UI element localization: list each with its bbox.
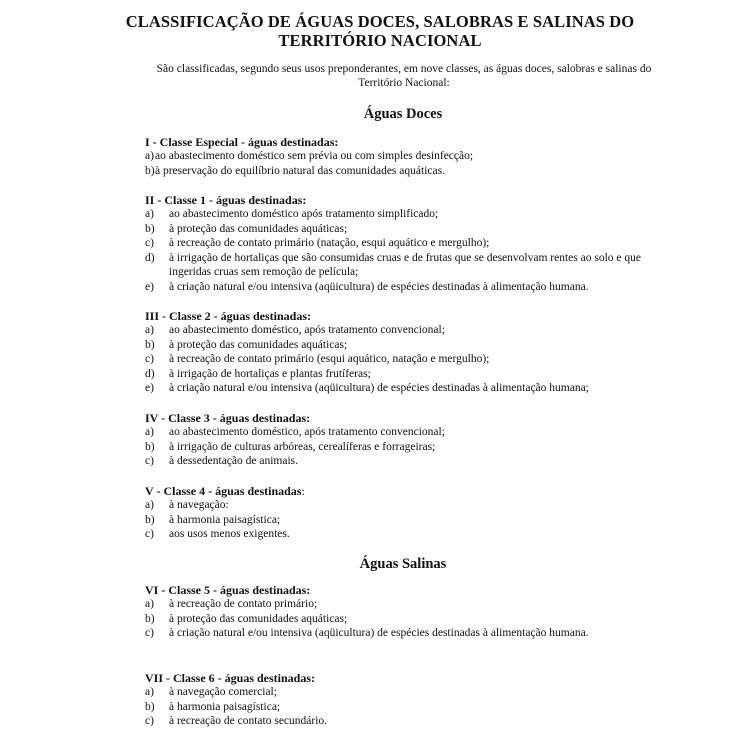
item-marker: d) [145,367,155,380]
list-item [145,714,685,729]
list-item [145,352,685,367]
list-item [145,164,685,179]
class-block-classe-6 [145,671,685,729]
list-item [145,251,685,280]
list-item [145,149,685,164]
list-item [145,527,685,542]
item-marker: a) [145,150,154,162]
class-block-classe-2 [145,309,685,396]
class-heading: II - Classe 1 - águas destinadas: [145,193,307,207]
class-heading: VII - Classe 6 - águas destinadas: [145,671,316,685]
item-marker: c) [145,715,154,727]
list-item [145,626,685,641]
item-marker: c) [145,627,154,639]
item-marker: e) [145,382,154,394]
class-heading: VI - Classe 5 - águas destinadas: [145,583,311,597]
class-heading-bold: V - Classe 4 - águas destinadas [145,484,302,498]
item-text: à navegação comercial; [169,686,277,698]
item-text: à criação natural e/ou intensiva (aqüicultura) de espécies destinadas à alimentação humana. [169,280,589,293]
item-text: à proteção das comunidades aquáticas; [169,222,348,235]
item-text: à irrigação de hortaliças e plantas frutíferas; [169,367,371,380]
list-item [145,367,685,382]
item-marker: b) [145,700,155,713]
class-block-classe-5 [145,583,685,641]
item-marker: b) [145,440,155,453]
list-item [145,280,685,295]
list-item [145,440,685,455]
item-text: à proteção das comunidades aquáticas; [169,338,348,351]
item-text: à irrigação de culturas arbóreas, cerealíferas e forrageiras; [169,440,436,453]
item-marker: a) [145,686,154,698]
class-heading: III - Classe 2 - águas destinadas: [145,309,312,323]
item-marker: a) [145,208,154,220]
item-text: à preservação do equilíbrio natural das comunidades aquáticas. [155,164,445,177]
list-item [145,700,685,715]
item-marker: c) [145,528,154,540]
item-marker: b) [145,222,155,235]
class-block-classe-4 [145,484,685,542]
list-item [145,612,685,627]
section-heading-aguas-salinas: Águas Salinas [359,556,447,572]
list-item [145,685,685,700]
list-item [145,236,685,251]
item-marker: a) [145,598,154,610]
list-item [145,222,685,237]
item-marker: a) [145,499,154,511]
list-item [145,454,685,469]
item-text: à criação natural e/ou intensiva (aqüicultura) de espécies destinadas à alimentação humana. [169,627,589,639]
list-item [145,425,685,440]
class-heading-colon: : [301,484,305,498]
item-marker: c) [145,455,154,467]
item-text: à dessedentação de animais. [169,455,298,467]
section-heading-aguas-doces: Águas Doces [363,106,443,122]
item-text: à recreação de contato secundário. [169,715,328,727]
item-marker: e) [145,280,154,293]
item-text: ao abastecimento doméstico sem prévia ou com simples desinfecção; [155,150,474,162]
list-item [145,498,685,513]
class-block-classe-3 [145,411,685,469]
item-text: à navegação: [169,499,229,511]
item-marker: a) [145,324,154,336]
list-item [145,513,685,528]
list-item [145,381,685,396]
list-item [145,207,685,222]
item-text: ao abastecimento doméstico após tratamento simplificado; [169,208,439,220]
item-marker: b) [145,338,155,351]
title-line-2: TERRITÓRIO NACIONAL [278,31,482,50]
item-marker: a) [145,426,154,438]
item-marker: d) [145,251,155,264]
intro-line-1: São classificadas, segundo seus usos preponderantes, em nove classes, as águas doces, salobras e salinas do [156,63,652,75]
intro-line-2: Território Nacional: [358,77,450,89]
title-line-1: CLASSIFICAÇÃO DE ÁGUAS DOCES, SALOBRAS E SALINAS DO [125,12,635,31]
item-text: à recreação de contato primário; [169,598,318,610]
item-text: à recreação de contato primário (esqui aquático, natação e mergulho); [169,353,490,365]
item-marker: b) [145,513,155,526]
item-marker: b) [145,612,155,625]
item-text: à irrigação de hortaliças que são consumidas cruas e de frutas que se desenvolvam rentes ao solo e que ingeridas cruas sem remoção de película; [169,251,641,278]
item-text: à harmonia paisagística; [169,700,281,713]
item-text: ao abastecimento doméstico, após tratamento convencional; [169,426,445,438]
class-heading: IV - Classe 3 - águas destinadas: [145,411,311,425]
item-text: à criação natural e/ou intensiva (aqüicultura) de espécies destinadas à alimentação humana; [169,382,589,394]
intro-paragraph [140,62,668,90]
class-heading [145,484,685,498]
class-block-classe-1 [145,193,685,294]
item-text: à recreação de contato primário (natação, esqui aquático e mergulho); [169,237,490,249]
list-item [145,323,685,338]
list-item [145,338,685,353]
item-text: aos usos menos exigentes. [169,528,290,540]
item-marker: c) [145,237,154,249]
item-text: ao abastecimento doméstico, após tratamento convencional; [169,324,445,336]
document-title [100,12,660,50]
class-block-especial [145,135,685,178]
list-item [145,597,685,612]
item-text: à proteção das comunidades aquáticas; [169,612,348,625]
item-marker: b) [145,164,155,177]
class-heading: I - Classe Especial - águas destinadas: [145,135,339,149]
item-marker: c) [145,353,154,365]
item-text: à harmonia paisagística; [169,513,281,526]
